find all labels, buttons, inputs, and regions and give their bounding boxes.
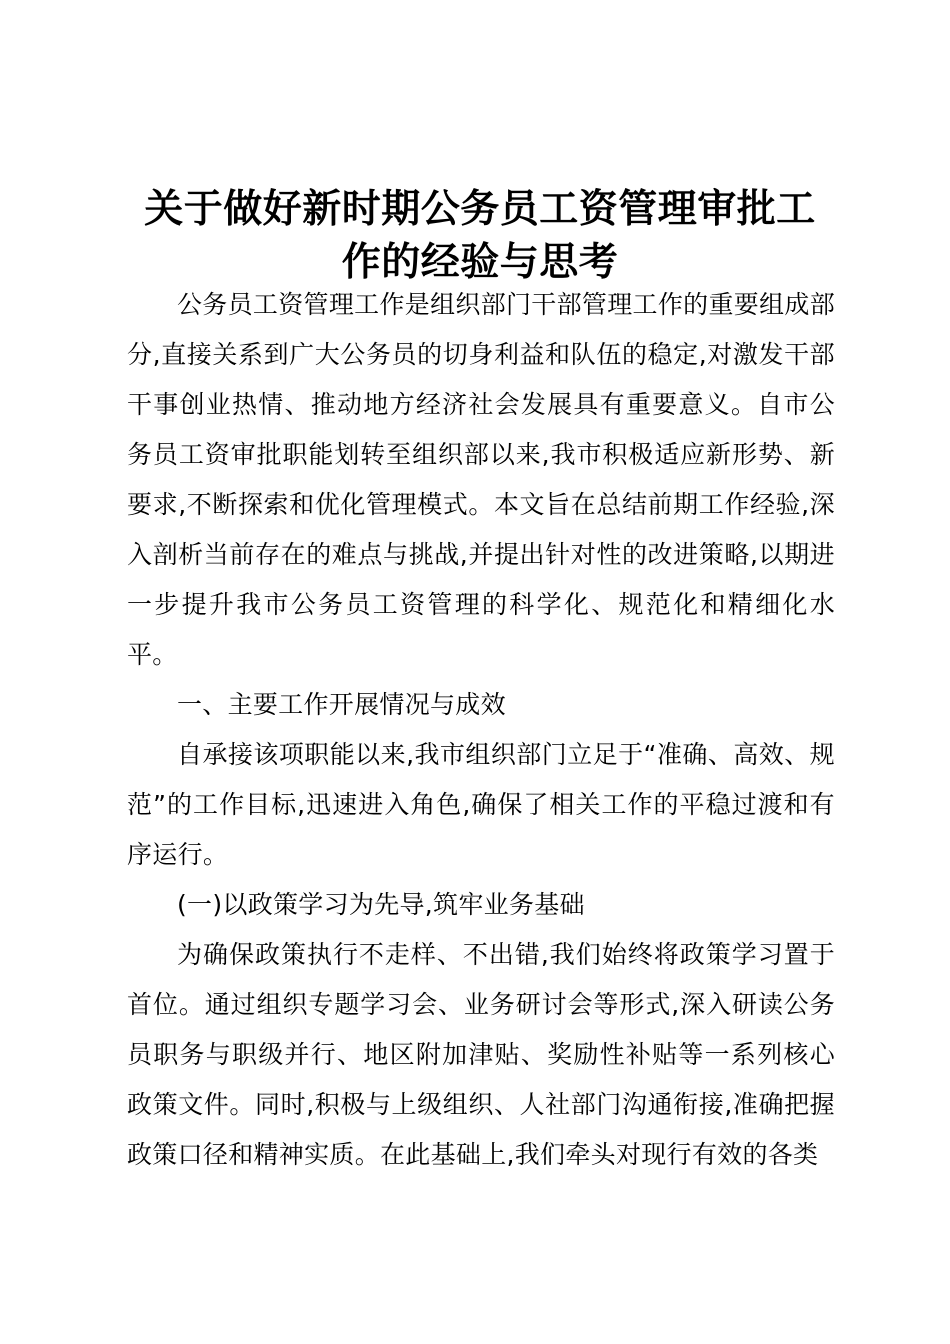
title-line-1: 关于做好新时期公务员工资管理审批工 xyxy=(144,187,816,232)
document-body xyxy=(127,280,835,1180)
section-1-paragraph: 自承接该项职能以来,我市组织部门立足于“准确、高效、规范”的工作目标,迅速进入角色,确保了相关工作的平稳过渡和有序运行。 xyxy=(127,740,835,869)
subsection-1-paragraph: 为确保政策执行不走样、不出错,我们始终将政策学习置于首位。通过组织专题学习会、业务研讨会等形式,深入研读公务员职务与职级并行、地区附加津贴、奖励性补贴等一系列核心政策文件。同时,积极与上级组织、人社部门沟通衔接,准确把握政策口径和精神实质。在此基础上,我们牵头对现行有效的各类 xyxy=(127,940,835,1169)
intro-paragraph: 公务员工资管理工作是组织部门干部管理工作的重要组成部分,直接关系到广大公务员的切身利益和队伍的稳定,对激发干部干事创业热情、推动地方经济社会发展具有重要意义。自市公务员工资审批职能划转至组织部以来,我市积极适应新形势、新要求,不断探索和优化管理模式。本文旨在总结前期工作经验,深入剖析当前存在的难点与挑战,并提出针对性的改进策略,以期进一步提升我市公务员工资管理的科学化、规范化和精细化水平。 xyxy=(127,290,835,669)
section-1-heading: 一、主要工作开展情况与成效 xyxy=(177,690,506,719)
document-title xyxy=(110,183,850,289)
title-line-2: 作的经验与思考 xyxy=(341,240,619,285)
subsection-1-heading: (一)以政策学习为先导,筑牢业务基础 xyxy=(177,890,585,919)
